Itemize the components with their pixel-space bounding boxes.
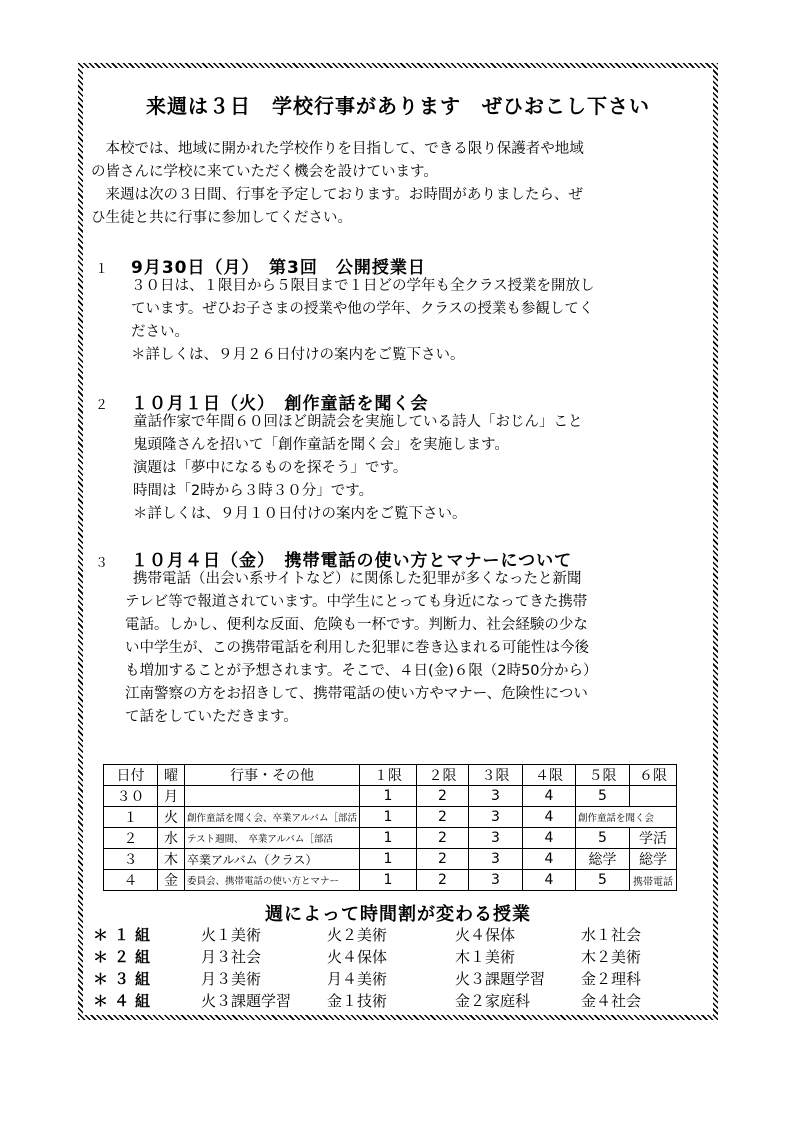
table-cell: 3 xyxy=(468,786,522,807)
table-cell: 創作童話を聞く会 xyxy=(575,807,676,828)
event-line: ＊詳しくは、９月２６日付けの案内をご覧下さい。 xyxy=(131,347,465,363)
table-cell: 3 xyxy=(468,870,522,891)
table-cell: 5 xyxy=(575,786,629,807)
table-row xyxy=(104,786,677,807)
class-subject: 月３社会 xyxy=(201,948,262,966)
class-label: ＊２組 xyxy=(93,948,157,966)
table-cell: 委員会、携帯電話の使い方とマナー xyxy=(185,870,360,891)
class-subject: 火３課題学習 xyxy=(455,970,546,988)
table-cell: 総学 xyxy=(575,849,629,870)
table-cell: 3 xyxy=(468,828,522,849)
table-cell: 4 xyxy=(522,807,575,828)
column-header: １限 xyxy=(359,765,416,786)
class-subject: 月４美術 xyxy=(327,970,388,988)
class-subject: 月３美術 xyxy=(201,970,262,988)
class-subject: 水１社会 xyxy=(581,926,642,944)
table-cell: 2 xyxy=(416,807,468,828)
class-subject: 火２美術 xyxy=(327,926,388,944)
table-cell: 卒業アルバム（クラス） xyxy=(185,849,360,870)
table-cell xyxy=(185,786,360,807)
class-subject: 火４保体 xyxy=(455,926,516,944)
table-cell: 2 xyxy=(416,828,468,849)
event-line: も増加することが予想されます。そこで、４日(金)６限（2時50分から） xyxy=(125,663,598,679)
intro-line: ひ生徒と共に行事に参加してください。 xyxy=(91,210,352,226)
table-cell: 5 xyxy=(575,870,629,891)
event-heading: １０月４日（金） 携帯電話の使い方とマナーについて xyxy=(131,551,573,571)
column-header: ３限 xyxy=(468,765,522,786)
table-cell: テスト週間、 卒業アルバム［部活 xyxy=(185,828,360,849)
class-subject: 金４社会 xyxy=(581,992,642,1010)
page-frame xyxy=(78,63,718,1020)
changes-title: 週によって時間割が変わる授業 xyxy=(265,904,531,925)
column-header: 曜 xyxy=(158,765,185,786)
table-cell: ３０ xyxy=(104,786,158,807)
event-number: ３ xyxy=(95,556,109,571)
class-subject: 金２家庭科 xyxy=(455,992,531,1010)
class-subject: 火３課題学習 xyxy=(201,992,292,1010)
event-line: ださい。 xyxy=(131,324,189,340)
table-cell: 2 xyxy=(416,849,468,870)
table-row xyxy=(104,870,677,891)
event-line: ＊詳しくは、９月１０日付けの案内をご覧下さい。 xyxy=(133,506,467,522)
table-row xyxy=(104,849,677,870)
table-cell: 1 xyxy=(359,828,416,849)
class-subject: 木２美術 xyxy=(581,948,642,966)
table-cell: 月 xyxy=(158,786,185,807)
class-subject: 金２理科 xyxy=(581,970,642,988)
table-cell: １ xyxy=(104,807,158,828)
column-header: ２限 xyxy=(416,765,468,786)
event-heading: １０月１日（火） 創作童話を聞く会 xyxy=(131,394,429,414)
table-row xyxy=(104,828,677,849)
table-cell: ２ xyxy=(104,828,158,849)
event-line: ３０日は、１限目から５限目まで１日どの学年も全クラス授業を開放し xyxy=(131,278,595,294)
class-subject: 金１技術 xyxy=(327,992,388,1010)
class-subject: 火４保体 xyxy=(327,948,388,966)
class-label: ＊４組 xyxy=(93,992,157,1010)
table-cell: 総学 xyxy=(629,849,676,870)
schedule-table xyxy=(103,764,677,891)
table-cell: 3 xyxy=(468,849,522,870)
table-cell: 4 xyxy=(522,786,575,807)
table-cell: 水 xyxy=(158,828,185,849)
table-cell: 4 xyxy=(522,849,575,870)
schedule-header-row xyxy=(104,765,677,786)
table-cell: 火 xyxy=(158,807,185,828)
event-number: １ xyxy=(95,262,109,277)
table-cell: 1 xyxy=(359,786,416,807)
table-row xyxy=(104,807,677,828)
column-header: ６限 xyxy=(629,765,676,786)
intro-line: 来週は次の３日間、行事を予定しております。お時間がありましたら、ぜ xyxy=(91,187,583,203)
table-cell: 1 xyxy=(359,849,416,870)
table-cell: ３ xyxy=(104,849,158,870)
event-line: 演題は「夢中になるものを探そう」です。 xyxy=(133,460,408,476)
table-cell: 3 xyxy=(468,807,522,828)
table-cell: 4 xyxy=(522,828,575,849)
table-cell: 1 xyxy=(359,870,416,891)
table-cell: 5 xyxy=(575,828,629,849)
event-heading: 9月30日（月） 第3回 公開授業日 xyxy=(131,258,426,278)
event-line: 電話。しかし、便利な反面、危険も一杯です。判断力、社会経験の少な xyxy=(125,617,588,633)
event-line: ています。ぜひお子さまの授業や他の学年、クラスの授業も参観してく xyxy=(131,301,594,317)
class-subject: 木１美術 xyxy=(455,948,516,966)
event-line: 鬼頭隆さんを招いて「創作童話を聞く会」を実施します。 xyxy=(133,437,509,453)
event-line: い中学生が、この携帯電話を利用した犯罪に巻き込まれる可能性は今後 xyxy=(125,640,589,656)
event-line: 携帯電話（出会い系サイトなど）に関係した犯罪が多くなったと新聞 xyxy=(133,571,582,587)
table-cell: 2 xyxy=(416,870,468,891)
table-cell: 1 xyxy=(359,807,416,828)
column-header: ４限 xyxy=(522,765,575,786)
event-line: て話をしていただきます。 xyxy=(125,709,298,725)
table-cell xyxy=(629,786,676,807)
table-cell: 4 xyxy=(522,870,575,891)
intro-line: 本校では、地域に開かれた学校作りを目指して、できる限り保護者や地域 xyxy=(91,141,584,157)
event-line: 江南警察の方をお招きして、携帯電話の使い方やマナー、危険性につい xyxy=(125,686,588,702)
table-cell: 創作童話を聞く会、卒業アルバム［部活 xyxy=(185,807,360,828)
table-cell: 金 xyxy=(158,870,185,891)
column-header: 行事・その他 xyxy=(185,765,360,786)
event-number: ２ xyxy=(95,398,109,413)
table-cell: 学活 xyxy=(629,828,676,849)
event-line: 童話作家で年間６０回ほど朗読会を実施している詩人「おじん」こと xyxy=(133,414,583,430)
class-subject: 火１美術 xyxy=(201,926,262,944)
column-header: 日付 xyxy=(104,765,158,786)
page-title: 来週は３日 学校行事があります ぜひおこし下さい xyxy=(146,94,650,118)
event-line: 時間は「2時から３時３０分」です。 xyxy=(133,483,374,499)
column-header: ５限 xyxy=(575,765,629,786)
class-label: ＊１組 xyxy=(93,926,157,944)
table-cell: 木 xyxy=(158,849,185,870)
table-cell: ４ xyxy=(104,870,158,891)
table-cell: 携帯電話 xyxy=(629,870,676,891)
class-label: ＊３組 xyxy=(93,970,157,988)
event-line: テレビ等で報道されています。中学生にとっても身近になってきた携帯 xyxy=(125,594,588,610)
table-cell: 2 xyxy=(416,786,468,807)
intro-line: の皆さんに学校に来ていただく機会を設けています。 xyxy=(91,164,438,180)
